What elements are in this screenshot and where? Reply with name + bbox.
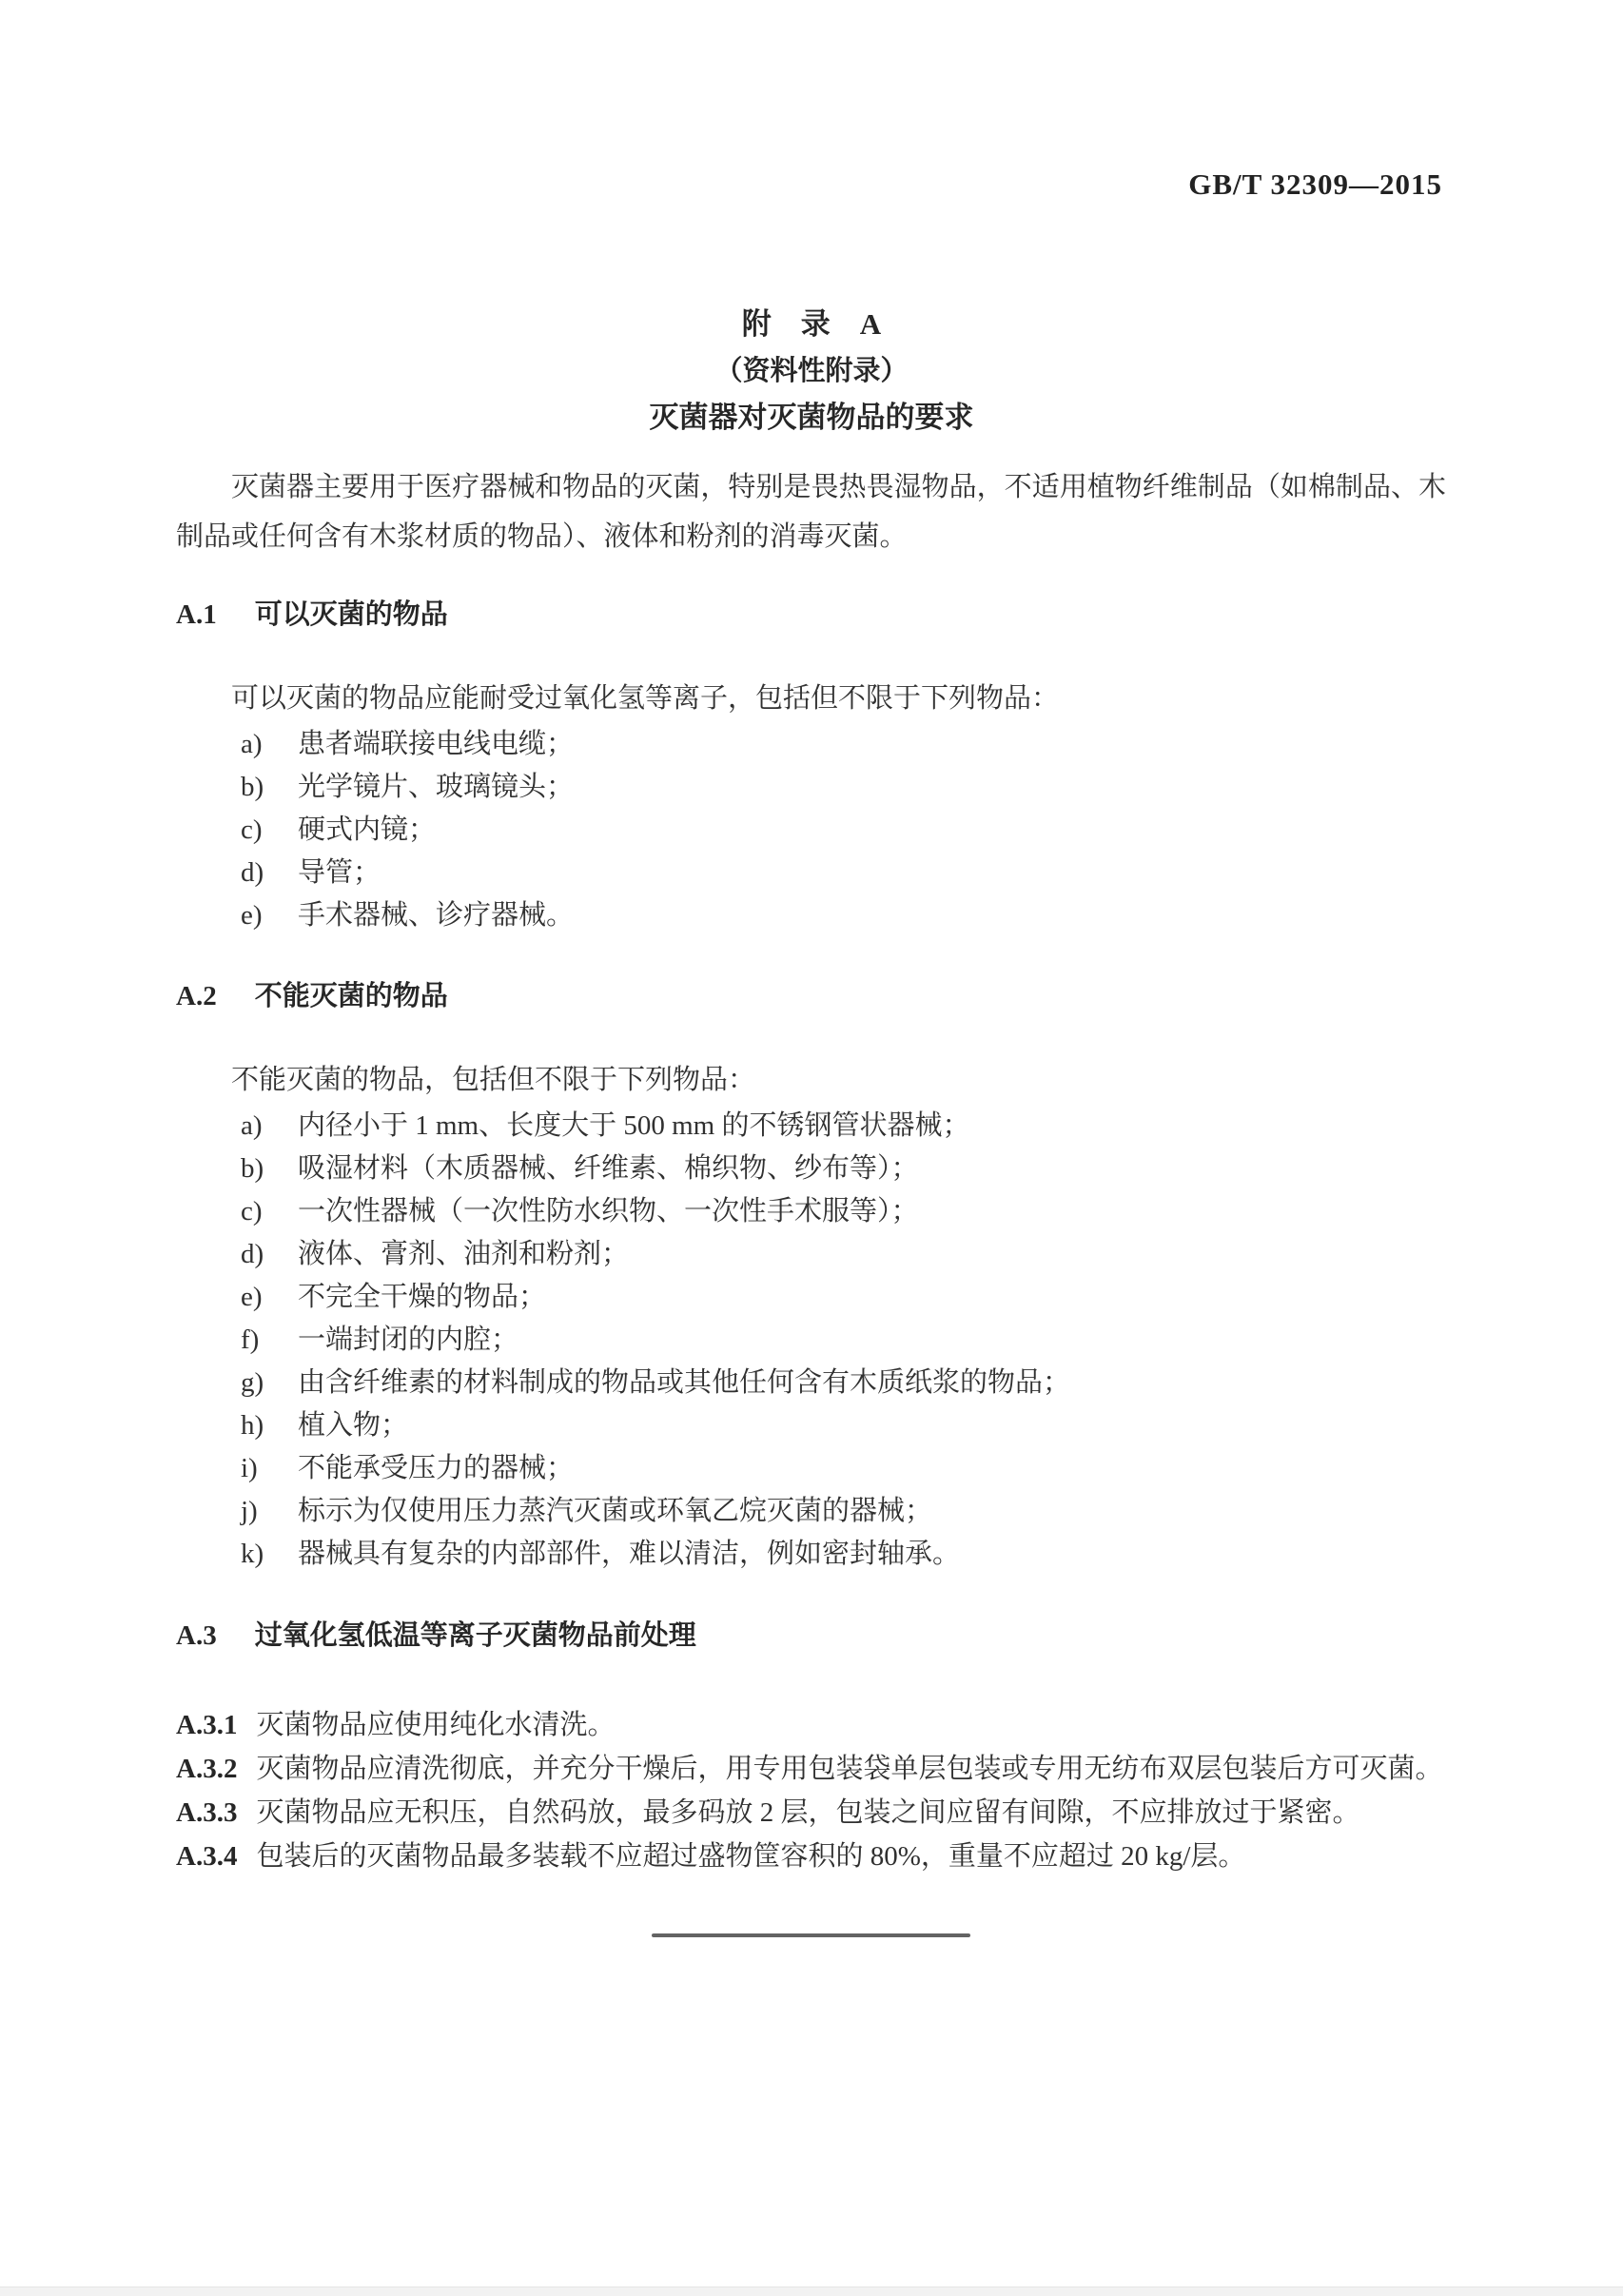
document-content — [176, 462, 1446, 1937]
list-item — [241, 1362, 1446, 1404]
item-letter: d) — [241, 857, 264, 888]
list-item — [241, 1490, 1446, 1533]
appendix-heading: 灭菌器对灭菌物品的要求 — [649, 401, 974, 434]
section-title: 不能灭菌的物品 — [254, 981, 448, 1011]
item-text: 由含纤维素的材料制成的物品或其他任何含有木质纸浆的物品； — [298, 1367, 1071, 1398]
section-a2-intro: 不能灭菌的物品，包括但不限于下列物品： — [231, 1065, 756, 1095]
section-a3-clauses — [176, 1703, 1446, 1878]
item-text: 标示为仅使用压力蒸汽灭菌或环氧乙烷灭菌的器械； — [298, 1496, 933, 1526]
item-letter: f) — [241, 1325, 260, 1355]
list-item — [241, 1276, 1446, 1319]
list-item — [241, 809, 1446, 852]
section-number: A.3 — [176, 1620, 217, 1651]
section-a3-heading — [176, 1619, 1446, 1654]
section-title: 过氧化氢低温等离子灭菌物品前处理 — [254, 1620, 696, 1651]
item-letter: b) — [241, 772, 264, 802]
item-text: 吸湿材料（木质器械、纤维素、棉织物、纱布等）； — [298, 1153, 919, 1184]
end-of-document-divider — [652, 1933, 970, 1937]
item-letter: b) — [241, 1153, 264, 1184]
item-text: 光学镜片、玻璃镜头； — [298, 772, 575, 802]
item-text: 器械具有复杂的内部部件，难以清洁，例如密封轴承。 — [298, 1539, 961, 1569]
clause — [176, 1747, 1446, 1791]
clause-label: A.3.1 — [176, 1710, 238, 1740]
item-text: 不完全干燥的物品； — [298, 1282, 547, 1312]
list-item — [241, 1190, 1446, 1233]
section-a2-list — [176, 1105, 1446, 1576]
clause-text: 灭菌物品应使用纯化水清洗。 — [256, 1710, 616, 1740]
item-letter: a) — [241, 1110, 263, 1141]
item-letter: i) — [241, 1453, 258, 1483]
section-a1-list — [176, 723, 1446, 937]
item-letter: d) — [241, 1239, 264, 1269]
list-item — [241, 723, 1446, 766]
list-item — [241, 1105, 1446, 1148]
item-text: 植入物； — [298, 1410, 409, 1441]
section-a1-intro: 可以灭菌的物品应能耐受过氧化氢等离子，包括但不限于下列物品： — [231, 683, 1060, 714]
item-letter: j) — [241, 1496, 258, 1526]
list-item — [241, 766, 1446, 809]
item-text: 手术器械、诊疗器械。 — [298, 900, 575, 931]
clause — [176, 1791, 1446, 1835]
item-text: 一次性器械（一次性防水织物、一次性手术服等）； — [298, 1196, 919, 1226]
list-item — [241, 1148, 1446, 1190]
item-letter: g) — [241, 1367, 264, 1398]
section-title: 可以灭菌的物品 — [254, 599, 448, 630]
item-letter: c) — [241, 814, 263, 845]
appendix-title: 附 录 A — [741, 307, 882, 341]
clause-label: A.3.2 — [176, 1754, 238, 1784]
section-number: A.1 — [176, 599, 217, 630]
item-letter: h) — [241, 1410, 264, 1441]
item-text: 内径小于 1 mm、长度大于 500 mm 的不锈钢管状器械； — [298, 1110, 970, 1141]
list-item — [241, 1233, 1446, 1276]
clause-label: A.3.4 — [176, 1841, 238, 1872]
clause-text: 包装后的灭菌物品最多装载不应超过盛物筐容积的 80%，重量不应超过 20 kg/层。 — [256, 1841, 1246, 1872]
intro-paragraph: 灭菌器主要用于医疗器械和物品的灭菌，特别是畏热畏湿物品，不适用植物纤维制品（如棉制品、木制品或任何含有木浆材质的物品）、液体和粉剂的消毒灭菌。 — [176, 472, 1446, 552]
clause-label: A.3.3 — [176, 1797, 238, 1828]
item-text: 不能承受压力的器械； — [298, 1453, 575, 1483]
list-item — [241, 852, 1446, 894]
item-letter: k) — [241, 1539, 264, 1569]
list-item — [241, 1319, 1446, 1362]
item-text: 患者端联接电线电缆； — [298, 729, 575, 759]
item-text: 硬式内镜； — [298, 814, 437, 845]
clause — [176, 1703, 1446, 1747]
item-letter: c) — [241, 1196, 263, 1226]
standard-code-header: GB/T 32309—2015 — [1188, 167, 1442, 201]
list-item — [241, 1533, 1446, 1576]
list-item — [241, 894, 1446, 937]
section-number: A.2 — [176, 981, 217, 1011]
section-a1-heading — [176, 598, 1446, 633]
appendix-subtitle: （资料性附录） — [714, 356, 909, 386]
section-a2-heading — [176, 979, 1446, 1014]
list-item — [241, 1447, 1446, 1490]
item-letter: a) — [241, 729, 263, 759]
appendix-title-block — [0, 0, 1623, 436]
item-text: 液体、膏剂、油剂和粉剂； — [298, 1239, 630, 1269]
item-letter: e) — [241, 900, 263, 931]
list-item — [241, 1404, 1446, 1447]
item-letter: e) — [241, 1282, 263, 1312]
clause-text: 灭菌物品应无积压，自然码放，最多码放 2 层，包装之间应留有间隙，不应排放过于紧密。 — [256, 1797, 1360, 1828]
clause — [176, 1835, 1446, 1878]
bottom-bar — [0, 2286, 1623, 2296]
item-text: 一端封闭的内腔； — [298, 1325, 519, 1355]
item-text: 导管； — [298, 857, 381, 888]
clause-text: 灭菌物品应清洗彻底，并充分干燥后，用专用包装袋单层包装或专用无纺布双层包装后方可灭菌。 — [256, 1754, 1443, 1784]
